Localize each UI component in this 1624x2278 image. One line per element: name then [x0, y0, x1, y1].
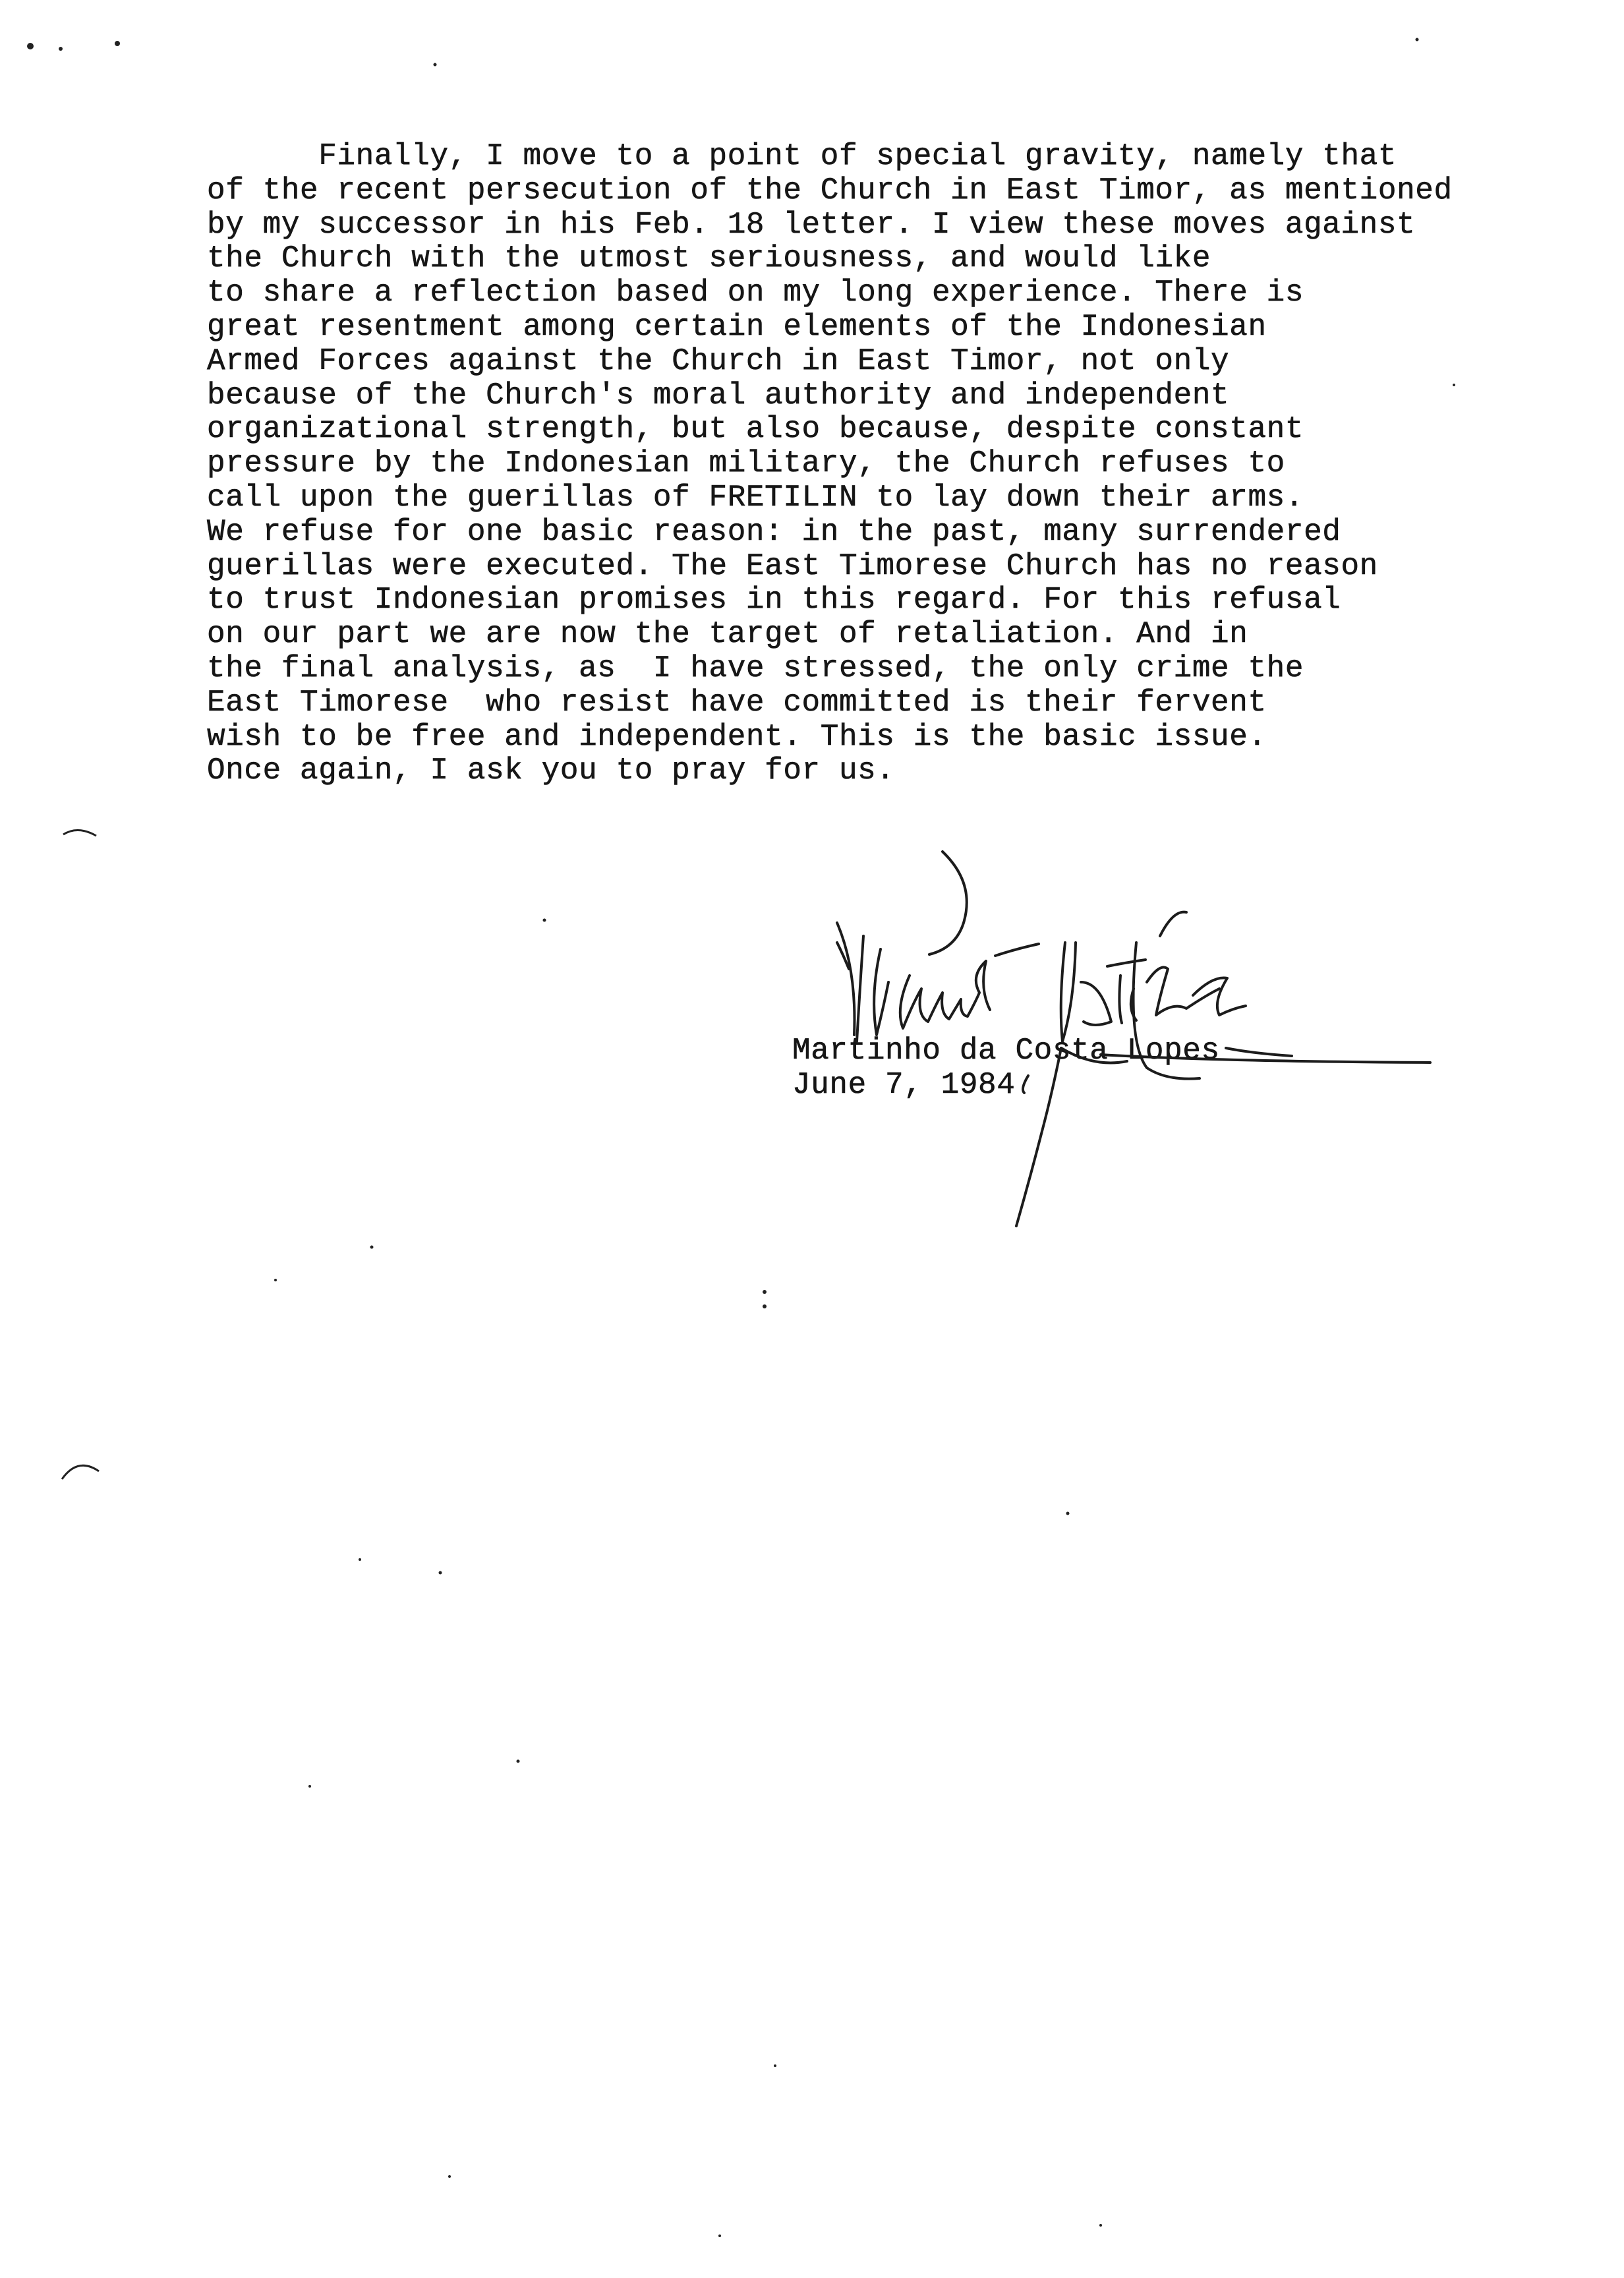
letter-line: guerillas were executed. The East Timorese Church has no reason [207, 548, 1378, 583]
letter-line: by my successor in his Feb. 18 letter. I view these moves against [207, 207, 1416, 242]
letter-line: to share a reflection based on my long experience. There is [207, 276, 1304, 310]
letter-line: call upon the guerillas of FRETILIN to lay down their arms. [207, 480, 1304, 515]
handwritten-signature [817, 844, 1437, 1239]
letter-line: We refuse for one basic reason: in the past, many surrendered [207, 514, 1341, 549]
letter-line: the final analysis, as I have stressed, the only crime the [207, 651, 1304, 686]
letter-line: Once again, I ask you to pray for us. [207, 753, 895, 788]
letter-line: of the recent persecution of the Church in East Timor, as mentioned [207, 173, 1453, 208]
letter-line: to trust Indonesian promises in this regard. For this refusal [207, 583, 1341, 618]
letter-line: great resentment among certain elements of the Indonesian [207, 309, 1267, 344]
letter-line: Finally, I move to a point of special gravity, namely that [207, 139, 1397, 173]
letter-date: June 7, 1984 [792, 1068, 1016, 1102]
letter-line: wish to be free and independent. This is the basic issue. [207, 719, 1267, 754]
letter-body [207, 140, 1453, 788]
letter-line: Armed Forces against the Church in East Timor, not only [207, 343, 1230, 378]
letter-line: the Church with the utmost seriousness, and would like [207, 241, 1211, 276]
letter-line: organizational strength, but also because, despite constant [207, 412, 1304, 447]
letter-line: because of the Church's moral authority and independent [207, 378, 1230, 413]
letter-line: East Timorese who resist have committed is their fervent [207, 685, 1267, 720]
letter-line: on our part we are now the target of retaliation. And in [207, 617, 1248, 652]
letter-line: pressure by the Indonesian military, the Church refuses to [207, 446, 1285, 481]
signatory-name: Martinho da Costa Lopes [792, 1034, 1220, 1068]
